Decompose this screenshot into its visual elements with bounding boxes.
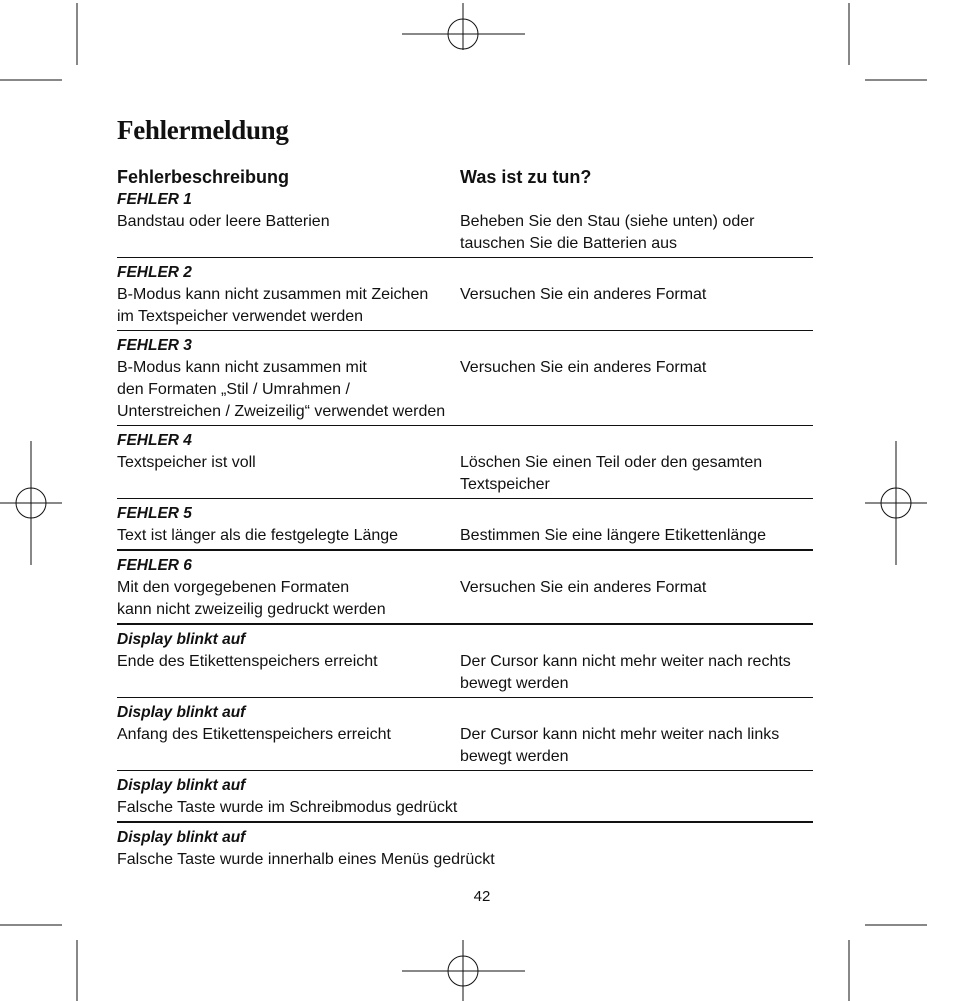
action-line: Der Cursor kann nicht mehr weiter nach links [460,726,780,743]
error-label: Display blinkt auf [117,631,246,648]
error-label: Display blinkt auf [117,704,246,721]
error-description [117,577,460,621]
error-description [117,724,460,768]
description-line: B-Modus kann nicht zusammen mit Zeichen [117,286,429,303]
error-label: FEHLER 2 [117,264,192,281]
error-label: FEHLER 5 [117,505,192,522]
error-description [117,452,460,496]
action-line: Der Cursor kann nicht mehr weiter nach rechts [460,653,791,670]
action-line: Textspeicher [460,476,550,493]
error-action [460,651,813,695]
description-line: Ende des Etikettenspeichers erreicht [117,653,378,670]
row-columns [117,724,813,768]
header-description: Fehlerbeschreibung [117,167,290,187]
table-row [117,823,813,873]
description-line: Unterstreichen / Zweizeilig“ verwendet werden [117,403,446,420]
description-line: Falsche Taste wurde im Schreibmodus gedrückt [117,799,458,816]
row-columns [117,284,813,328]
row-columns [117,452,813,496]
description-line: Textspeicher ist voll [117,454,256,471]
table-row [117,625,813,698]
error-label: FEHLER 6 [117,557,192,574]
error-description [117,284,460,328]
error-action [460,211,813,255]
table-row [117,189,813,258]
error-action [460,577,813,621]
error-action [460,525,813,547]
row-columns [117,525,813,547]
row-columns [117,849,813,871]
error-action [460,724,813,768]
error-label: FEHLER 4 [117,432,192,449]
error-label: FEHLER 3 [117,337,192,354]
table-row [117,771,813,823]
action-line: tauschen Sie die Batterien aus [460,235,678,252]
action-line: Beheben Sie den Stau (siehe unten) oder [460,213,755,230]
table-row [117,331,813,426]
table-row [117,551,813,625]
error-label: Display blinkt auf [117,777,246,794]
error-label: FEHLER 1 [117,191,192,208]
description-line: den Formaten „Stil / Umrahmen / [117,381,350,398]
error-description [117,525,460,547]
row-columns [117,357,813,423]
registration-mark-left [0,441,62,565]
registration-mark-right [865,441,927,565]
action-line: bewegt werden [460,675,569,692]
error-description [117,797,813,819]
description-line: Falsche Taste wurde innerhalb eines Menüs gedrückt [117,851,495,868]
action-line: Versuchen Sie ein anderes Format [460,579,707,596]
table-row [117,258,813,331]
description-line: Anfang des Etikettenspeichers erreicht [117,726,391,743]
error-description [117,651,460,695]
error-action [460,284,813,328]
action-line: Bestimmen Sie eine längere Etikettenlänge [460,527,766,544]
registration-mark-top [402,3,525,50]
description-line: Text ist länger als die festgelegte Länge [117,527,399,544]
page-title: Fehlermeldung [117,115,289,145]
error-description [117,357,460,423]
error-table [117,165,813,873]
table-rows [117,189,813,873]
header-action: Was ist zu tun? [460,167,592,187]
row-columns [117,651,813,695]
registration-mark-bottom [402,940,525,1001]
description-line: im Textspeicher verwendet werden [117,308,364,325]
row-columns [117,797,813,819]
action-line: Versuchen Sie ein anderes Format [460,286,707,303]
error-description [117,849,813,871]
action-line: bewegt werden [460,748,569,765]
description-line: kann nicht zweizeilig gedruckt werden [117,601,386,618]
table-row [117,698,813,771]
description-line: B-Modus kann nicht zusammen mit [117,359,367,376]
error-label: Display blinkt auf [117,829,246,846]
table-row [117,426,813,499]
table-row [117,499,813,551]
row-columns [117,577,813,621]
row-columns [117,211,813,255]
error-description [117,211,460,255]
error-action [460,357,813,423]
action-line: Löschen Sie einen Teil oder den gesamten [460,454,763,471]
description-line: Bandstau oder leere Batterien [117,213,330,230]
action-line: Versuchen Sie ein anderes Format [460,359,707,376]
description-line: Mit den vorgegebenen Formaten [117,579,350,596]
table-header [117,165,813,189]
error-action [460,452,813,496]
page-number: 42 [473,888,491,905]
